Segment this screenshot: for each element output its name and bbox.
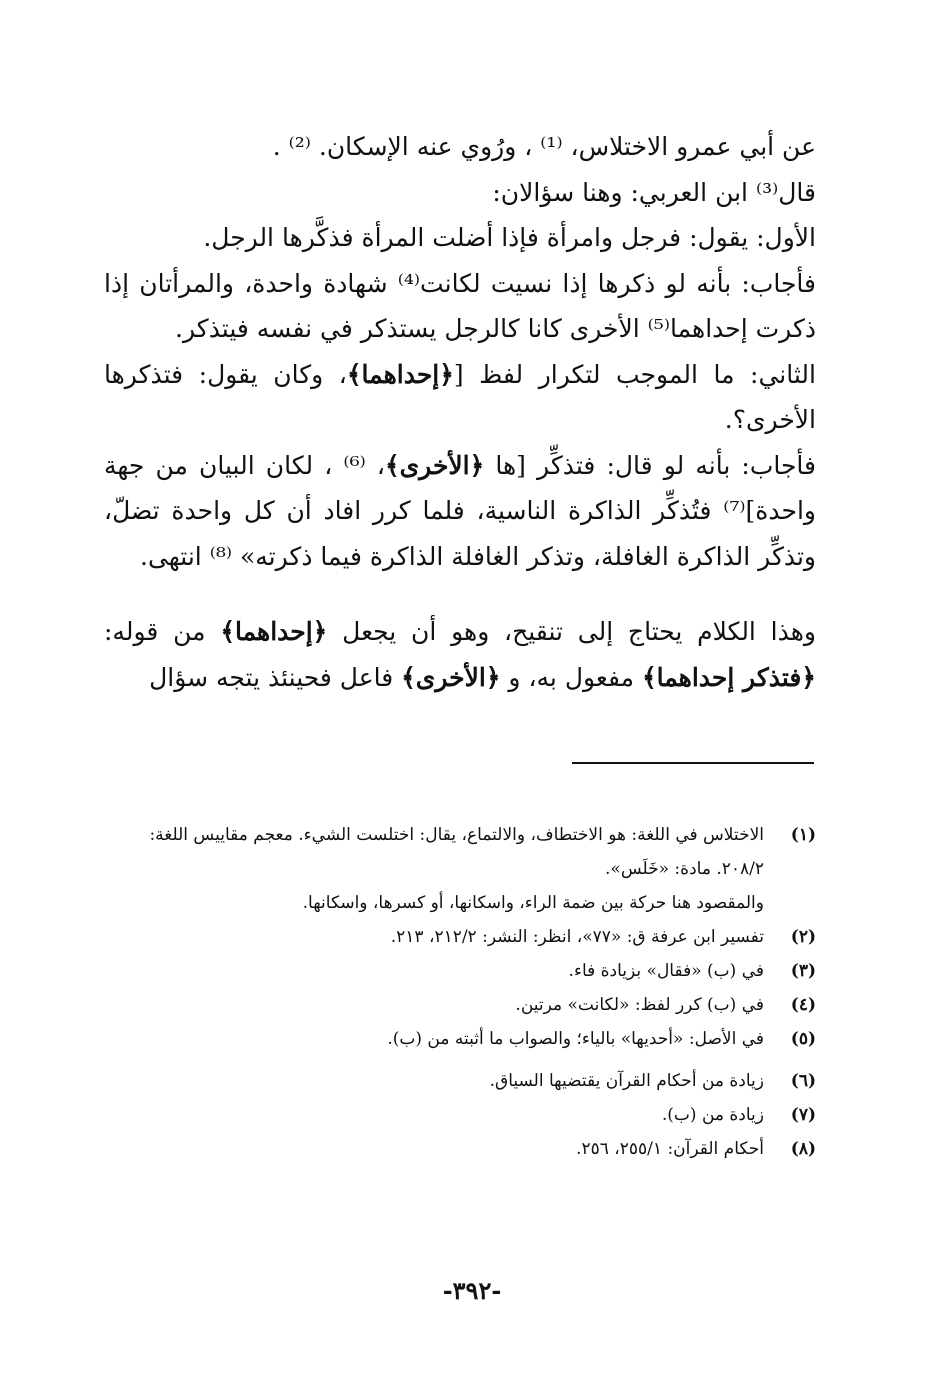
- quran-quote: ﴿الأخرى﴾: [401, 662, 501, 692]
- footnote-number: (٧): [790, 1105, 816, 1125]
- footnote-text: الاختلاس في اللغة: هو الاختطاف، والالتماع، يقال: اختلست الشيء. معجم مقاييس اللغة: ٢٠٨/٢. مادة: «خَلَس».: [149, 825, 764, 879]
- footnote-text: زيادة من (ب).: [661, 1105, 764, 1125]
- footnote-8: [104, 1132, 816, 1166]
- quran-quote: ﴿إحداهما﴾: [220, 617, 328, 646]
- footnote-number: (٣): [790, 961, 816, 981]
- footnote-separator: [572, 762, 814, 764]
- footnote-number: (٨): [790, 1139, 816, 1159]
- paragraph: [104, 609, 816, 700]
- footnote-number: (١): [790, 825, 816, 845]
- footnote-number: (٦): [790, 1071, 816, 1091]
- text-run: فاعل فحينئذ يتجه سؤال: [149, 662, 402, 692]
- paragraph: [104, 352, 816, 443]
- footnote-text: أحكام القرآن: ٢٥٥/١، ٢٥٦.: [576, 1139, 764, 1159]
- paragraph: قال⁽³⁾ ابن العربي: وهنا سؤالان:: [492, 177, 816, 207]
- text-run: من قوله:: [104, 617, 221, 646]
- text-run: ، ⁽⁶⁾ ، لكان البيان من جهة واحدة]⁽⁷⁾ فتُذكِّر الذاكرة الناسية، فلما كرر افاد أن كل واحدة تضلّ، وتذكِّر الذاكرة الغافلة، وتذكر الغافلة الذاكرة فيما ذكرته» ⁽⁸⁾ انتهى.: [104, 450, 816, 571]
- footnotes: [104, 818, 816, 1166]
- text-run: فأجاب: بأنه لو قال: فتذكِّر [ها: [484, 450, 816, 480]
- paragraph: فأجاب: بأنه لو ذكرها إذا نسيت لكانت⁽⁴⁾ شهادة واحدة، والمرأتان إذا ذكرت إحداهما⁽⁵⁾ الأخرى كانا كالرجل يستذكر في نفسه فيتذكر.: [104, 268, 816, 343]
- footnote-text: والمقصود هنا حركة بين ضمة الراء، واسكانها، أو كسرها، واسكانها.: [302, 893, 764, 913]
- footnote-number: (٥): [790, 1029, 816, 1049]
- text-run: وهذا الكلام يحتاج إلى تنقيح، وهو أن يجعل: [327, 617, 816, 646]
- footnote-text: في (ب) «فقال» بزيادة فاء.: [568, 961, 764, 981]
- footnote-number: (٤): [790, 995, 816, 1015]
- paragraph: [104, 443, 816, 580]
- footnote-5: [104, 1022, 816, 1056]
- footnote-1: [104, 818, 816, 920]
- footnote-number: (٢): [790, 927, 816, 947]
- text-run: ، وكان يقول: فتذكرها الأخرى؟.: [104, 359, 816, 434]
- text-run: الثاني: ما الموجب لتكرار لفظ [: [453, 359, 816, 389]
- paragraph: عن أبي عمرو الاختلاس، ⁽¹⁾ ، ورُوي عنه الإسكان. ⁽²⁾ .: [272, 132, 816, 161]
- main-text: [104, 124, 816, 700]
- page-number: -٣٩٢-: [442, 1276, 502, 1305]
- quran-quote: ﴿فتذكر إحداهما﴾: [641, 662, 816, 692]
- text-run: مفعول به، و: [500, 662, 642, 692]
- footnote-2: [104, 920, 816, 954]
- footnote-4: [104, 988, 816, 1022]
- footnote-3: [104, 954, 816, 988]
- footnote-6: [104, 1064, 816, 1098]
- footnote-7: [104, 1098, 816, 1132]
- footnote-text: في (ب) كرر لفظ: «لكانت» مرتين.: [515, 995, 764, 1015]
- quran-quote: ﴿إحداهما﴾: [346, 359, 454, 389]
- footnote-text: تفسير ابن عرفة ق: «٧٧»، انظر: النشر: ٢١٢/٢، ٢١٣.: [390, 927, 764, 947]
- quran-quote: ﴿الأخرى﴾: [384, 450, 485, 480]
- paragraph: الأول: يقول: فرجل وامرأة فإذا أضلت المرأة فذكَّرها الرجل.: [203, 223, 816, 252]
- footnote-text: زيادة من أحكام القرآن يقتضيها السياق.: [489, 1071, 764, 1091]
- footnote-text: في الأصل: «أحديها» بالياء؛ والصواب ما أثبته من (ب).: [387, 1029, 764, 1049]
